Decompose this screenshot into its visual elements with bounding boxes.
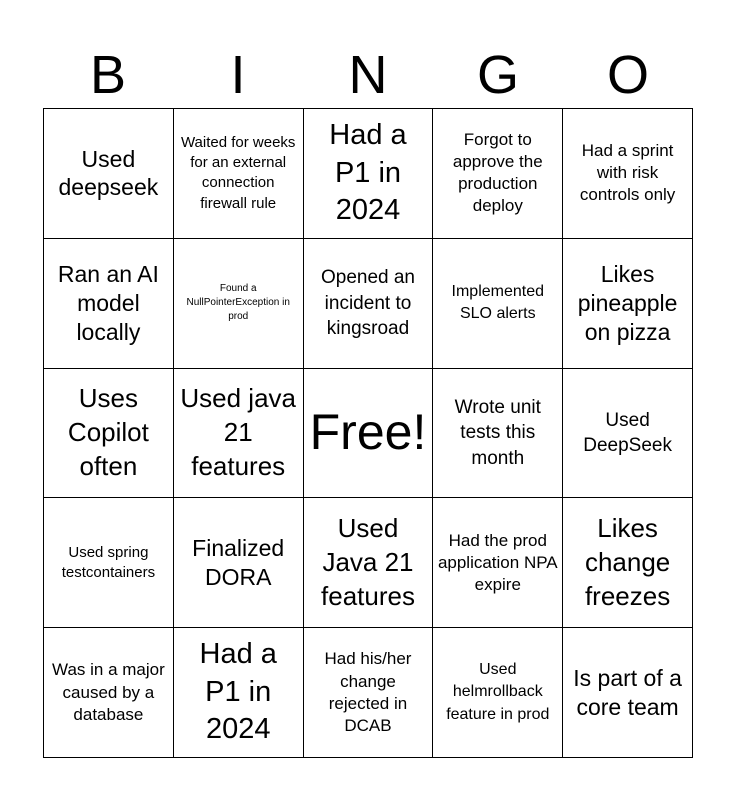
bingo-cell-r3c4[interactable]: [433, 369, 563, 499]
cell-text: Implemented SLO alerts: [451, 282, 545, 323]
bingo-cell-r2c1[interactable]: [44, 239, 174, 369]
cell-text: Wrote unit tests this month: [454, 397, 541, 469]
bingo-cell-r4c2[interactable]: [174, 498, 304, 628]
bingo-cell-r3c5[interactable]: [563, 369, 693, 499]
header-letter-b: B: [89, 45, 127, 105]
bingo-cell-r4c1[interactable]: [44, 498, 174, 628]
bingo-cell-r5c2[interactable]: [174, 628, 304, 758]
bingo-cell-r2c4[interactable]: [433, 239, 563, 369]
cell-text: Had a P1 in 2024: [199, 638, 277, 746]
cell-text: Finalized DORA: [192, 535, 285, 590]
cell-text: Used Java 21 features: [321, 513, 415, 611]
bingo-cell-r5c5[interactable]: [563, 628, 693, 758]
bingo-cell-r2c5[interactable]: [563, 239, 693, 369]
header-letter-i: I: [230, 45, 246, 105]
cell-text: Ran an AI model locally: [57, 261, 159, 345]
cell-text: Found a NullPointerException in prod: [186, 283, 290, 323]
bingo-cell-r1c3[interactable]: [304, 109, 434, 239]
cell-text: Used java 21 features: [180, 383, 296, 481]
cell-text: Used deepseek: [58, 145, 159, 201]
cell-text: Had a P1 in 2024: [329, 118, 407, 227]
cell-text: Likes pineapple on pizza: [577, 261, 678, 345]
cell-text: Used spring testcontainers: [61, 543, 156, 581]
cell-text: Had the prod application NPA expire: [437, 530, 558, 594]
header-letter-n: N: [348, 45, 388, 105]
bingo-cell-r4c4[interactable]: [433, 498, 563, 628]
cell-text: Likes change freezes: [584, 513, 671, 611]
bingo-cell-r3c1[interactable]: [44, 369, 174, 499]
cell-text: Uses Copilot often: [67, 383, 149, 481]
bingo-cell-r3c2[interactable]: [174, 369, 304, 499]
bingo-cell-r2c2[interactable]: [174, 239, 304, 369]
cell-text: Opened an incident to kingsroad: [320, 267, 415, 339]
bingo-cell-r5c3[interactable]: [304, 628, 434, 758]
header-letter-o: O: [606, 45, 649, 105]
bingo-cell-r1c1[interactable]: [44, 109, 174, 239]
cell-text: Forgot to approve the production deploy: [452, 130, 543, 216]
cell-text: Is part of a core team: [573, 664, 682, 720]
cell-text: Had his/her change rejected in DCAB: [324, 649, 412, 735]
bingo-cell-r5c1[interactable]: [44, 628, 174, 758]
cell-text: Was in a major caused by a database: [52, 660, 165, 724]
bingo-cell-r1c5[interactable]: [563, 109, 693, 239]
bingo-cell-r2c3[interactable]: [304, 239, 434, 369]
free-space-text: Free!: [309, 404, 427, 461]
bingo-cell-free[interactable]: [304, 369, 434, 499]
bingo-cell-r4c5[interactable]: [563, 498, 693, 628]
bingo-card-grid: [43, 108, 693, 758]
bingo-cell-r1c4[interactable]: [433, 109, 563, 239]
header-letter-g: G: [476, 45, 519, 105]
bingo-header: [43, 42, 693, 108]
cell-text: Waited for weeks for an external connection firewall rule: [180, 133, 296, 212]
bingo-cell-r5c4[interactable]: [433, 628, 563, 758]
cell-text: Used helmrollback feature in prod: [446, 661, 550, 723]
bingo-cell-r1c2[interactable]: [174, 109, 304, 239]
cell-text: Had a sprint with risk controls only: [579, 141, 676, 205]
bingo-cell-r4c3[interactable]: [304, 498, 434, 628]
cell-text: Used DeepSeek: [583, 409, 672, 456]
